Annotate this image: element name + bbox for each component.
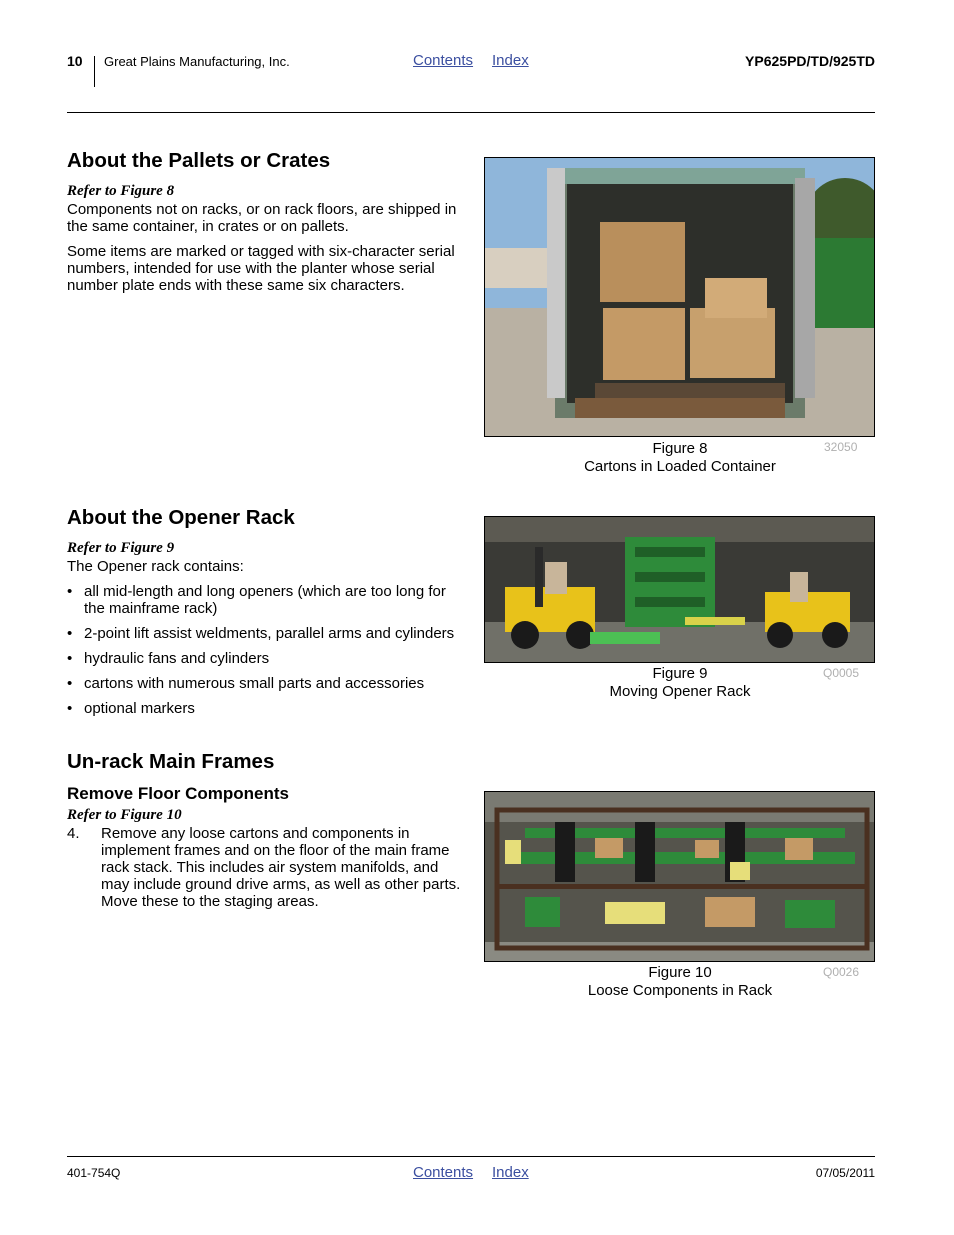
figure-10-caption — [484, 964, 876, 999]
subsection-heading-floor-components: Remove Floor Components — [67, 784, 289, 803]
figure-8-title: Cartons in Loaded Container — [584, 457, 776, 475]
figure-9-photo — [484, 516, 875, 663]
header-rule — [67, 112, 875, 113]
header-contents-link[interactable]: Contents — [413, 52, 474, 69]
figure-reference-8: Refer to Figure 8 — [67, 183, 175, 199]
list-item: • cartons with numerous small parts and accessories — [67, 675, 462, 692]
footer-contents-link[interactable]: Contents — [413, 1164, 474, 1181]
list-item: • 2-point lift assist weldments, parallel arms and cylinders — [67, 625, 462, 642]
figure-9-title: Moving Opener Rack — [609, 682, 751, 700]
figure-8-photo — [484, 157, 875, 437]
header-divider — [94, 56, 95, 87]
figure-10-label: Figure 10 — [648, 964, 712, 981]
figure-10-photo — [484, 791, 875, 962]
figure-8-code: 32050 — [824, 440, 858, 454]
footer-rule — [67, 1156, 875, 1157]
figure-10-title: Loose Components in Rack — [587, 981, 773, 999]
figure-10-code: Q0026 — [823, 965, 860, 979]
step-number: 4. — [67, 825, 80, 842]
section-heading-unrack: Un-rack Main Frames — [67, 750, 275, 773]
step-text: Remove any loose cartons and components in implement frames and on the floor of the main frame rack stack. This includes air system manifolds, and may include ground drive arms, as well as other parts. Move these to the staging areas. — [101, 825, 461, 910]
footer-index-link[interactable]: Index — [492, 1164, 529, 1181]
list-item: • optional markers — [67, 700, 462, 717]
pallets-paragraph-1: Components not on racks, or on rack floors, are shipped in the same container, in crates or on pallets. — [67, 201, 457, 235]
opener-contents-list — [67, 583, 462, 725]
publication-date: 07/05/2011 — [815, 1166, 875, 1180]
document-number: 401-754Q — [67, 1166, 121, 1180]
list-item: • all mid-length and long openers (which are too long for the mainframe rack) — [67, 583, 462, 617]
figure-reference-9: Refer to Figure 9 — [67, 540, 175, 556]
figure-8-caption — [484, 440, 876, 475]
figure-9-code: Q0005 — [823, 666, 860, 680]
model-number: YP625PD/TD/925TD — [745, 53, 875, 69]
figure-9-label: Figure 9 — [652, 665, 708, 682]
figure-8-label: Figure 8 — [652, 440, 708, 457]
list-item: • hydraulic fans and cylinders — [67, 650, 462, 667]
opener-intro: The Opener rack contains: — [67, 558, 244, 575]
header-index-link[interactable]: Index — [492, 52, 529, 69]
figure-reference-10: Refer to Figure 10 — [67, 807, 182, 823]
pallets-paragraph-2: Some items are marked or tagged with six-character serial numbers, intended for use with the planter whose serial number plate ends with these same six characters. — [67, 243, 455, 294]
section-heading-pallets: About the Pallets or Crates — [67, 149, 331, 172]
page-number: 10 — [67, 53, 83, 69]
company-name: Great Plains Manufacturing, Inc. — [104, 54, 290, 69]
section-heading-opener-rack: About the Opener Rack — [67, 506, 295, 529]
figure-9-caption — [484, 665, 876, 700]
